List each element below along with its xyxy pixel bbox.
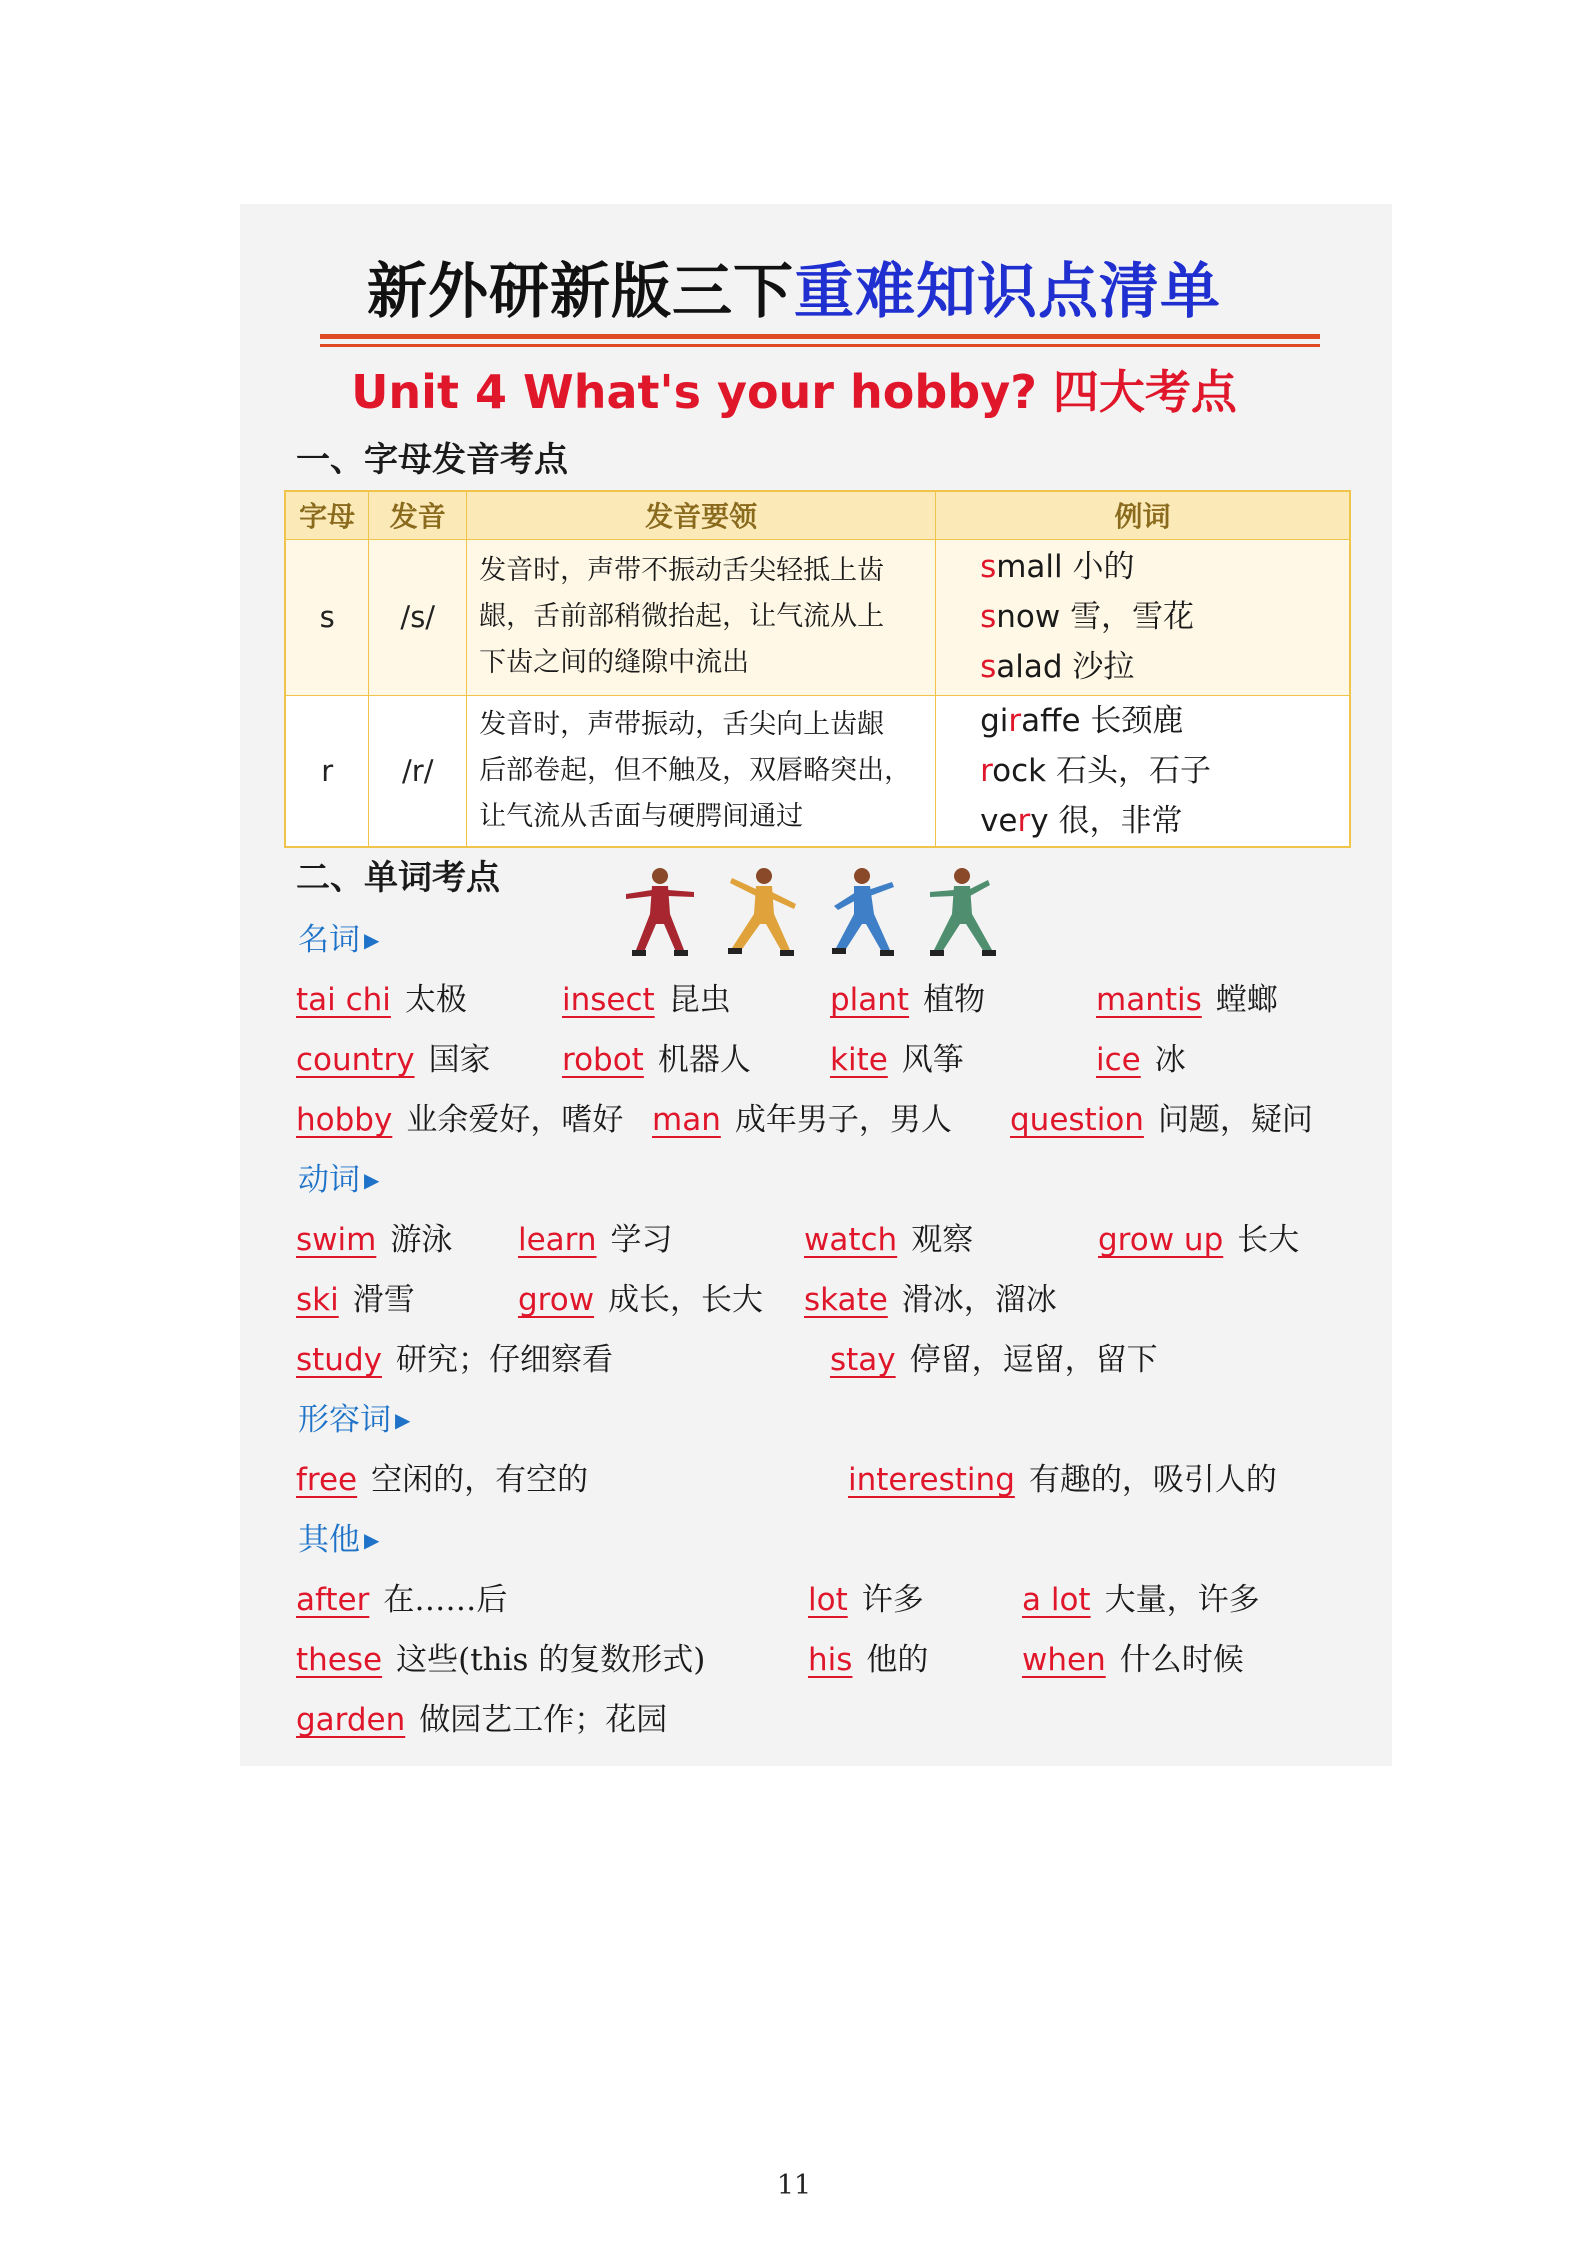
- col-header-sound: 发音: [369, 491, 467, 539]
- pronunciation-table: [284, 490, 1351, 848]
- word-entry: hobby 业余爱好，嗜好: [296, 1102, 624, 1138]
- sound-cell: /s/: [369, 539, 467, 695]
- word-entry: his 他的: [808, 1642, 929, 1678]
- section2-title-text: 二、单词考点: [296, 858, 500, 898]
- examples-cell: [936, 695, 1350, 847]
- letter-cell: s: [285, 539, 369, 695]
- word-entry: learn 学习: [518, 1222, 673, 1258]
- col-header-method: 发音要领: [467, 491, 936, 539]
- word-entry: ski 滑雪: [296, 1282, 415, 1318]
- example-word: salad 沙拉: [980, 649, 1135, 685]
- word-entry: mantis 螳螂: [1096, 982, 1278, 1018]
- table-row: [285, 695, 1350, 847]
- tai-chi-figure-green: [930, 868, 996, 956]
- tai-chi-figure-red: [626, 868, 694, 956]
- word-entry: stay 停留，逗留，留下: [830, 1342, 1158, 1378]
- method-line: 发音时，声带不振动舌尖轻抵上齿: [479, 555, 885, 586]
- word-entry: watch 观察: [804, 1222, 974, 1258]
- word-entry: interesting 有趣的，吸引人的: [848, 1462, 1277, 1498]
- word-entry: study 研究；仔细察看: [296, 1342, 613, 1378]
- title-divider-thin: [320, 344, 1320, 347]
- method-line: 发音时，声带振动，舌尖向上齿龈: [479, 708, 885, 740]
- example-word: very 很，非常: [980, 802, 1183, 839]
- tai-chi-figure-blue: [832, 868, 894, 956]
- word-entry: when 什么时候: [1022, 1642, 1244, 1678]
- word-entry: tai chi 太极: [296, 982, 467, 1018]
- method-line: 龈，舌前部稍微抬起，让气流从上: [479, 601, 885, 632]
- word-entry: skate 滑冰，溜冰: [804, 1282, 1057, 1318]
- word-entry: ice 冰: [1096, 1042, 1186, 1078]
- method-line: 后部卷起，但不触及，双唇略突出，: [479, 754, 912, 786]
- method-line: 下齿之间的缝隙中流出: [479, 647, 750, 678]
- word-entry: these 这些(this 的复数形式): [296, 1642, 706, 1678]
- title-divider: [320, 334, 1320, 339]
- word-entry: free 空闲的，有空的: [296, 1462, 589, 1498]
- section1-title-text: 一、字母发音考点: [296, 440, 568, 480]
- section1-title: [296, 436, 568, 484]
- page-title: [0, 252, 1588, 332]
- method-cell: [467, 539, 936, 695]
- example-word: rock 石头，石子: [980, 752, 1211, 789]
- example-word: giraffe 长颈鹿: [980, 702, 1184, 739]
- word-entry: lot 许多: [808, 1582, 924, 1618]
- others-label: 其他 ▶: [298, 1522, 380, 1558]
- section2-title: [296, 854, 500, 902]
- method-cell: [467, 695, 936, 847]
- verbs-label: 动词 ▶: [298, 1162, 380, 1198]
- adjectives-label: 形容词 ▶: [298, 1402, 411, 1438]
- word-entry: plant 植物: [830, 982, 986, 1018]
- page-title-black: 新外研新版三下: [367, 257, 794, 327]
- word-entry: question 问题，疑问: [1010, 1102, 1313, 1138]
- example-word: snow 雪，雪花: [980, 599, 1195, 635]
- table-header-row: [285, 491, 1350, 539]
- word-entry: grow up 长大: [1098, 1222, 1300, 1258]
- col-header-examples: 例词: [936, 491, 1350, 539]
- example-word: small 小的: [980, 549, 1135, 585]
- nouns-label: 名词 ▶: [298, 922, 380, 958]
- examples-cell: [936, 539, 1350, 695]
- word-entry: garden 做园艺工作；花园: [296, 1702, 668, 1738]
- word-entry: after 在……后: [296, 1582, 508, 1618]
- letter-cell: r: [285, 695, 369, 847]
- table-row: [285, 539, 1350, 695]
- method-line: 让气流从舌面与硬腭间通过: [479, 800, 804, 832]
- page-title-blue: 重难知识点清单: [794, 257, 1221, 327]
- tai-chi-figure-orange: [728, 868, 796, 956]
- word-entry: country 国家: [296, 1042, 491, 1078]
- word-entry: kite 风筝: [830, 1042, 964, 1078]
- page-number: 11: [776, 2170, 812, 2201]
- word-entry: insect 昆虫: [562, 982, 731, 1018]
- word-entry: a lot 大量，许多: [1022, 1582, 1260, 1618]
- word-entry: swim 游泳: [296, 1222, 453, 1258]
- word-entry: robot 机器人: [562, 1042, 751, 1078]
- tai-chi-figures-illustration: [612, 864, 1012, 960]
- sound-cell: /r/: [369, 695, 467, 847]
- unit-title: Unit 4 What's your hobby? 四大考点: [351, 365, 1237, 419]
- word-entry: man 成年男子，男人: [652, 1102, 952, 1138]
- col-header-letter: 字母: [285, 491, 369, 539]
- word-entry: grow 成长，长大: [518, 1282, 764, 1318]
